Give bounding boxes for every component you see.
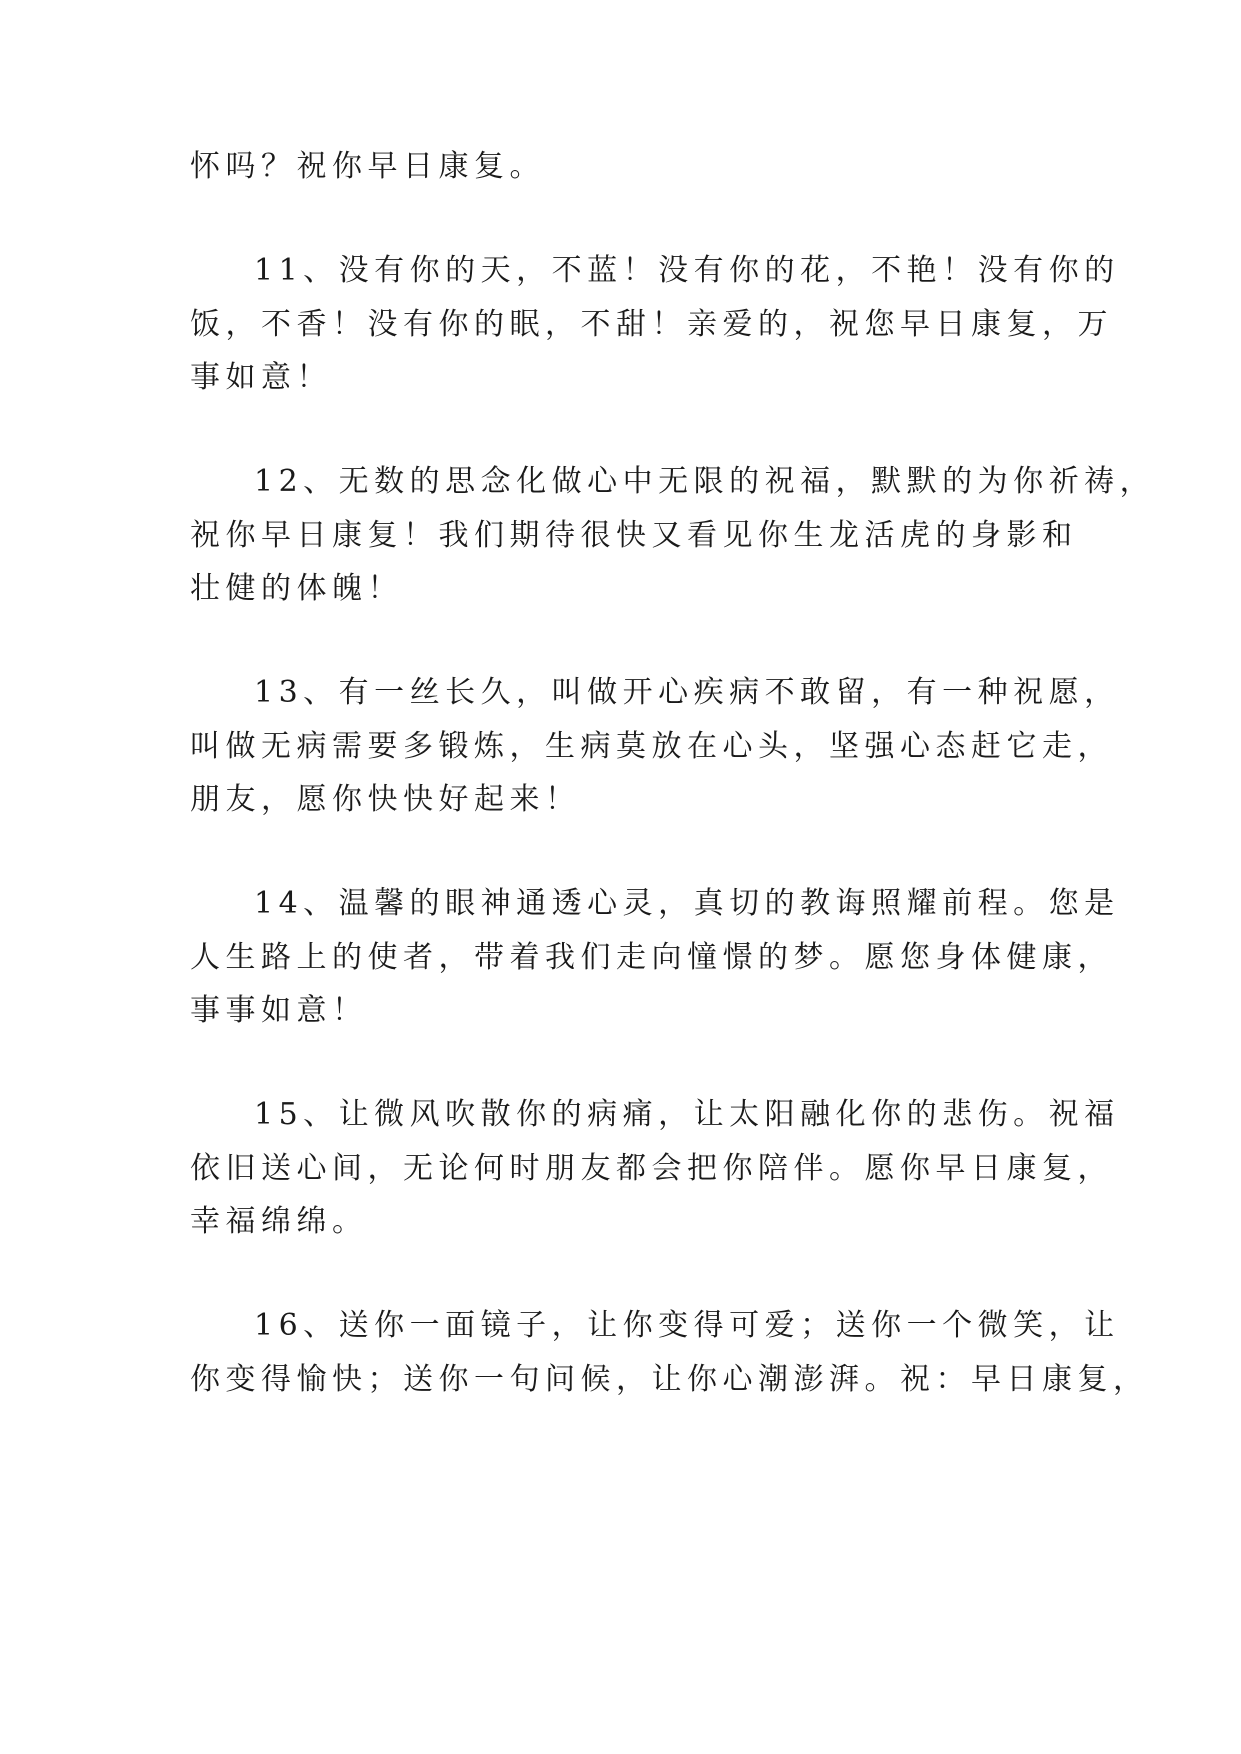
text-line: 事事如意！ (190, 993, 368, 1028)
text-line: 饭，不香！没有你的眠，不甜！亲爱的，祝您早日康复，万 (190, 307, 1113, 342)
text-line: 祝你早日康复！我们期待很快又看见你生龙活虎的身影和 (190, 518, 1078, 553)
text-line: 幸福绵绵。 (190, 1204, 368, 1239)
text-line: 14、温馨的眼神通透心灵，真切的教诲照耀前程。您是 (254, 886, 1120, 921)
text-line: 叫做无病需要多锻炼，生病莫放在心头，坚强心态赶它走， (190, 729, 1113, 764)
text-line: 依旧送心间，无论何时朋友都会把你陪伴。愿你早日康复， (190, 1151, 1113, 1186)
text-line: 12、无数的思念化做心中无限的祝福，默默的为你祈祷， (254, 464, 1156, 499)
text-line: 人生路上的使者，带着我们走向憧憬的梦。愿您身体健康， (190, 940, 1113, 975)
text-line: 16、送你一面镜子，让你变得可爱；送你一个微笑，让 (254, 1308, 1120, 1343)
text-line: 朋友，愿你快快好起来！ (190, 782, 581, 817)
text-line: 壮健的体魄！ (190, 571, 403, 606)
text-line: 11、没有你的天，不蓝！没有你的花，不艳！没有你的 (254, 253, 1120, 288)
text-line: 15、让微风吹散你的病痛，让太阳融化你的悲伤。祝福 (254, 1097, 1120, 1132)
text-line: 事如意！ (190, 360, 332, 395)
text-line: 怀吗？祝你早日康复。 (190, 149, 545, 184)
text-line: 你变得愉快；送你一句问候，让你心潮澎湃。祝：早日康复， (190, 1362, 1149, 1397)
text-line: 13、有一丝长久，叫做开心疾病不敢留，有一种祝愿， (254, 675, 1120, 710)
